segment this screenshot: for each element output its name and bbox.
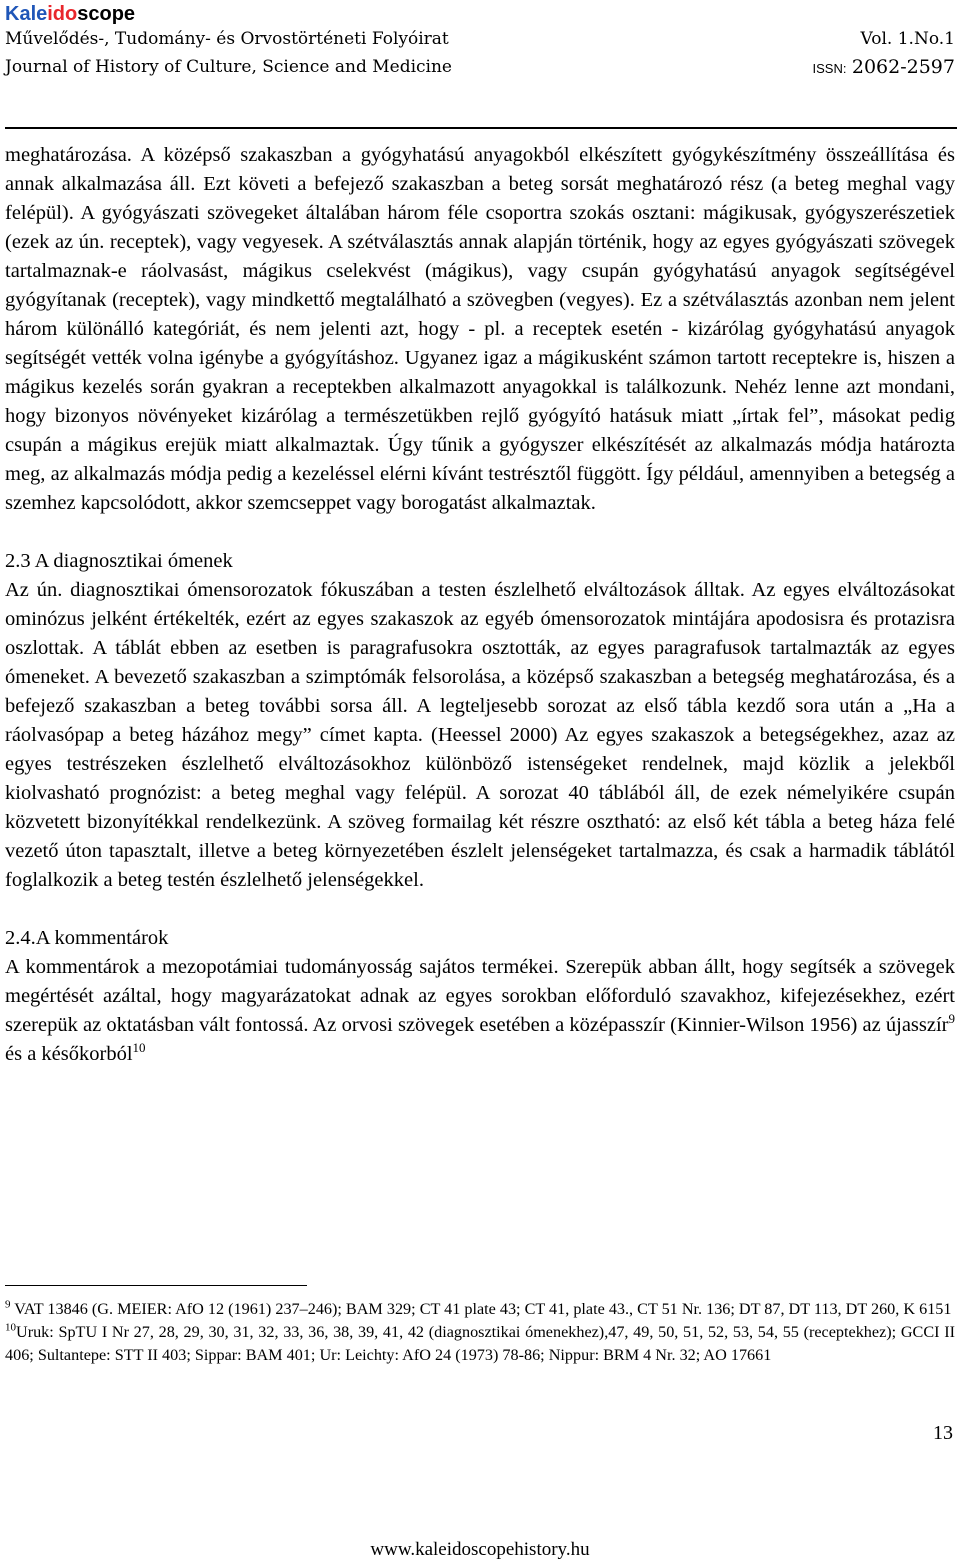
issn xyxy=(812,55,955,81)
journal-title-hu: Művelődés-, Tudomány- és Orvostörténeti Folyóirat xyxy=(5,29,449,49)
header-divider xyxy=(5,127,957,129)
journal-title-en: Journal of History of Culture, Science and Medicine xyxy=(5,57,452,77)
footnote-ref-9[interactable]: 9 xyxy=(948,1011,955,1027)
volume-label: Vol. 1.No.1 xyxy=(860,29,955,49)
footnote-ref-10[interactable]: 10 xyxy=(132,1040,146,1056)
footer-url[interactable]: www.kaleidoscopehistory.hu xyxy=(370,1539,590,1560)
paragraph-2: Az ún. diagnosztikai ómensorozatok fókuszában a testen észlelhető elváltozások álltak. Az egyes elváltozásokat ominózus jelként értékelték, ezért az egyes szakaszok az egyéb ómensorozatok mintájára apodosisra és protazisra oszlottak. A táblát ebben az esetben is paragrafusokra osztották, az egyes paragrafusok tartalmazták az egyes ómeneket. A bevezető szakaszban a szimptómák felsorolása, a középső szakaszban a betegség meghatározása, és a befejező szakaszban a beteg további sorsa áll. A legteljesebb sorozat az első tábla kezdő sora után a „Ha a ráolvasópap a beteg házához megy” címet kapta. (Heessel 2000) Az egyes szakaszok a betegségekhez, azaz az egyes testrészeken észlelhető elváltozásokhoz különböző istenségeket rendelnek, majd közlik a jelekből kiolvasható prognózist: a beteg meghal vagy felépül. A sorozat 40 táblából áll, de ezek némelyikére csupán közvetett bizonyítékkal rendelkezünk. A szöveg formailag két részre osztható: az első két tábla a beteg háza felé vezető úton tapasztalt, illetve a beteg környezetében észlelt jelenségeket tartalmazza, és csak a harmadik táblától foglalkozik a beteg testén észlelhető jelenségekkel. xyxy=(5,579,955,891)
section-heading-2-3: 2.3 A diagnosztikai ómenek xyxy=(5,550,233,572)
paragraph-3-text: A kommentárok a mezopotámiai tudományosság sajátos termékei. Szerepük abban állt, hogy segítsék a szövegek megértését azáltal, hogy magyarázatokat adnak az egyes sorokban előforduló szavakhoz, kifejezésekhez, ezért szerepük az oktatásban vált fontossá. Az orvosi szövegek esetében a középasszír (Kinnier-Wilson 1956) az újasszír xyxy=(5,956,955,1036)
section-heading-2-4: 2.4.A kommentárok xyxy=(5,927,169,949)
footnote-10 xyxy=(5,1321,955,1367)
issn-value: 2062-2597 xyxy=(851,56,955,78)
article-body xyxy=(5,141,955,1069)
issn-label: ISSN: xyxy=(812,61,847,76)
paragraph-1: meghatározása. A középső szakaszban a gyógyhatású anyagokból elkészített gyógykészítmény összeállítása és annak alkalmazása áll. Ezt követi a befejező szakaszban a beteg sorsát meghatározó rész (a beteg meghal vagy felépül). A gyógyászati szövegeket általában három féle csoportra szokás osztani: mágikusak, gyógyszerészetiek (ezek az ún. receptek), vagy vegyesek. A szétválasztás annak alapján történik, hogy az egyes gyógyászati szövegek tartalmaznak-e ráolvasást, mágikus cselekvést (mágikus), vagy csupán gyógyhatású anyagok segítségével gyógyítanak (receptek), vagy mindkettő megtalálható a szövegben (vegyes). Ez a szétválasztás azonban nem jelent három különálló kategóriát, és nem jelenti azt, hogy - pl. a receptek esetén - kizárólag gyógyhatású anyagok segítségét vették volna igénybe a gyógyításhoz. Ugyanez igaz a mágikusként számon tartott receptekre is, hiszen a mágikus kezelés során gyakran a receptekben alkalmazott anyagokkal is találkozunk. Nehéz lenne azt mondani, hogy bizonyos növényeket kizárólag a természetükben rejlő gyógyító hatásuk miatt „írtak fel”, másokat pedig csupán a mágikus erejük miatt alkalmaztak. Úgy tűnik a gyógyszer elkészítését az alkalmazás módja határozta meg, az alkalmazás módja pedig a kezeléssel elérni kívánt testrésztől függött. Így például, amennyiben a betegség a szemhez kapcsolódott, akkor szemcseppet vagy borogatást alkalmaztak. xyxy=(5,144,955,514)
footnote-9-number: 9 xyxy=(5,1298,11,1311)
paragraph-3 xyxy=(5,953,955,1069)
footnote-10-text: Uruk: SpTU I Nr 27, 28, 29, 30, 31, 32, 33, 36, 38, 39, 41, 42 (diagnosztikai ómenekhez),47, 49, 50, 51, 52, 53, 54, 55 (receptekhez); GCCI II 406; Sultantepe: STT II 403; Sippar: BAM 401; Ur: Leichty: AfO 24 (1973) 78-86; Nippur: BRM 4 Nr. 32; AO 17661 xyxy=(5,1323,955,1364)
footnote-divider xyxy=(5,1285,307,1286)
logo-part-1: Kale xyxy=(5,3,48,25)
page-number: 13 xyxy=(933,1422,953,1444)
header-line-1 xyxy=(5,27,955,51)
footnotes xyxy=(5,1298,955,1367)
header-line-2 xyxy=(5,55,955,81)
logo-part-3: scope xyxy=(77,3,136,25)
footnote-9 xyxy=(5,1298,955,1321)
logo-part-2: ido xyxy=(47,3,78,25)
paragraph-3-tail: és a későkorból xyxy=(5,1043,133,1065)
journal-logo xyxy=(5,2,135,26)
footnote-10-number: 10 xyxy=(5,1321,16,1334)
footnote-9-text: VAT 13846 (G. MEIER: AfO 12 (1961) 237–246); BAM 329; CT 41 plate 43; CT 41, plate 43., CT 51 Nr. 136; DT 87, DT 113, DT 260, K 6151 xyxy=(10,1300,952,1318)
